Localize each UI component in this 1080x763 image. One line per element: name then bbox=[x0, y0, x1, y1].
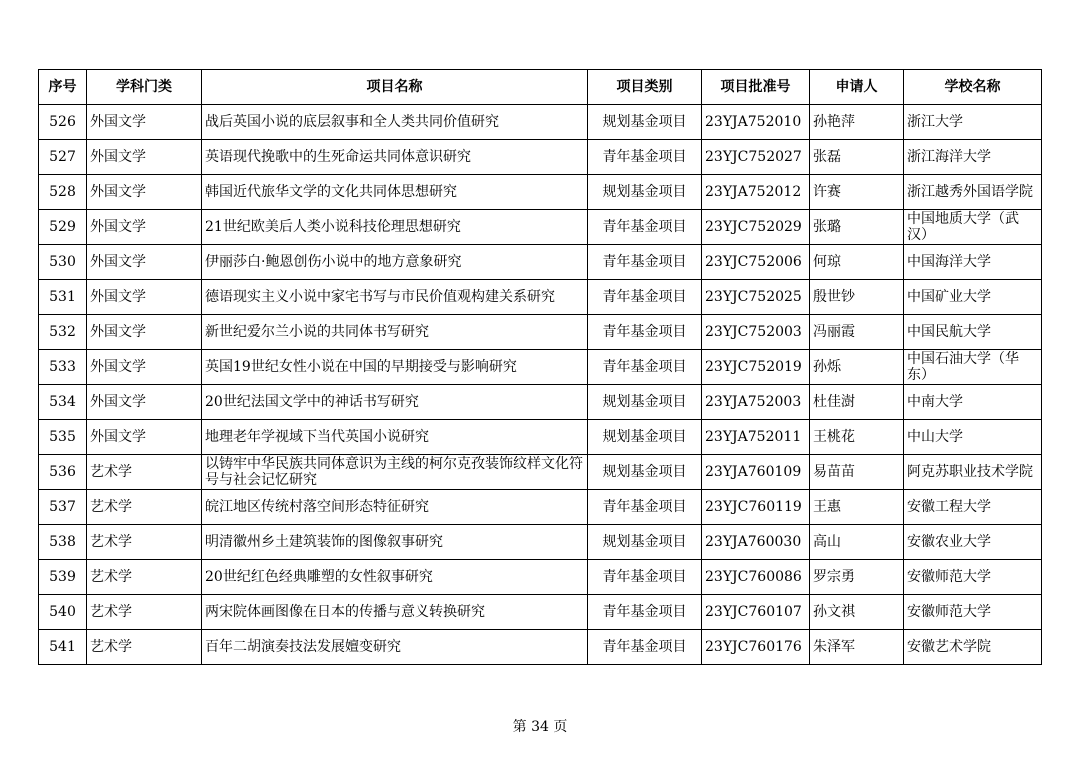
cell-discipline: 外国文学 bbox=[87, 280, 202, 315]
cell-title: 21世纪欧美后人类小说科技伦理思想研究 bbox=[202, 210, 588, 245]
cell-no: 526 bbox=[39, 105, 87, 140]
cell-category: 青年基金项目 bbox=[588, 350, 702, 385]
col-header-title: 项目名称 bbox=[202, 70, 588, 105]
cell-title: 韩国近代旅华文学的文化共同体思想研究 bbox=[202, 175, 588, 210]
table-row bbox=[39, 210, 1042, 245]
cell-applicant: 孙文祺 bbox=[810, 595, 904, 630]
cell-title: 新世纪爱尔兰小说的共同体书写研究 bbox=[202, 315, 588, 350]
cell-school: 浙江越秀外国语学院 bbox=[904, 175, 1042, 210]
col-header-discipline: 学科门类 bbox=[87, 70, 202, 105]
cell-no: 532 bbox=[39, 315, 87, 350]
cell-category: 青年基金项目 bbox=[588, 315, 702, 350]
project-table bbox=[38, 69, 1042, 665]
cell-no: 529 bbox=[39, 210, 87, 245]
cell-school: 安徽农业大学 bbox=[904, 525, 1042, 560]
cell-code: 23YJC760176 bbox=[702, 630, 810, 665]
cell-title: 地理老年学视域下当代英国小说研究 bbox=[202, 420, 588, 455]
cell-discipline: 艺术学 bbox=[87, 595, 202, 630]
cell-title: 战后英国小说的底层叙事和全人类共同价值研究 bbox=[202, 105, 588, 140]
table-row bbox=[39, 455, 1042, 490]
cell-discipline: 外国文学 bbox=[87, 210, 202, 245]
cell-applicant: 王桃花 bbox=[810, 420, 904, 455]
cell-no: 541 bbox=[39, 630, 87, 665]
cell-school: 中国民航大学 bbox=[904, 315, 1042, 350]
cell-code: 23YJC752029 bbox=[702, 210, 810, 245]
cell-code: 23YJC760119 bbox=[702, 490, 810, 525]
cell-school: 安徽师范大学 bbox=[904, 595, 1042, 630]
cell-category: 青年基金项目 bbox=[588, 630, 702, 665]
cell-applicant: 许赛 bbox=[810, 175, 904, 210]
cell-discipline: 艺术学 bbox=[87, 490, 202, 525]
cell-title: 百年二胡演奏技法发展嬗变研究 bbox=[202, 630, 588, 665]
cell-code: 23YJA760030 bbox=[702, 525, 810, 560]
cell-no: 531 bbox=[39, 280, 87, 315]
cell-no: 540 bbox=[39, 595, 87, 630]
cell-no: 539 bbox=[39, 560, 87, 595]
cell-no: 527 bbox=[39, 140, 87, 175]
cell-school: 安徽工程大学 bbox=[904, 490, 1042, 525]
cell-category: 规划基金项目 bbox=[588, 455, 702, 490]
cell-title: 20世纪红色经典雕塑的女性叙事研究 bbox=[202, 560, 588, 595]
cell-no: 533 bbox=[39, 350, 87, 385]
cell-code: 23YJA760109 bbox=[702, 455, 810, 490]
cell-category: 青年基金项目 bbox=[588, 490, 702, 525]
cell-discipline: 外国文学 bbox=[87, 140, 202, 175]
cell-applicant: 何琼 bbox=[810, 245, 904, 280]
cell-applicant: 杜佳澍 bbox=[810, 385, 904, 420]
cell-no: 530 bbox=[39, 245, 87, 280]
cell-title: 英语现代挽歌中的生死命运共同体意识研究 bbox=[202, 140, 588, 175]
cell-code: 23YJA752012 bbox=[702, 175, 810, 210]
cell-school: 中国石油大学（华东） bbox=[904, 350, 1042, 385]
cell-title: 20世纪法国文学中的神话书写研究 bbox=[202, 385, 588, 420]
cell-title: 德语现实主义小说中家宅书写与市民价值观构建关系研究 bbox=[202, 280, 588, 315]
table-row bbox=[39, 140, 1042, 175]
table-row bbox=[39, 315, 1042, 350]
cell-code: 23YJA752003 bbox=[702, 385, 810, 420]
cell-school: 中南大学 bbox=[904, 385, 1042, 420]
table-row bbox=[39, 525, 1042, 560]
col-header-code: 项目批准号 bbox=[702, 70, 810, 105]
cell-title: 两宋院体画图像在日本的传播与意义转换研究 bbox=[202, 595, 588, 630]
cell-title: 明清徽州乡土建筑装饰的图像叙事研究 bbox=[202, 525, 588, 560]
cell-code: 23YJA752010 bbox=[702, 105, 810, 140]
cell-discipline: 外国文学 bbox=[87, 350, 202, 385]
table-row bbox=[39, 490, 1042, 525]
table-row bbox=[39, 595, 1042, 630]
cell-school: 阿克苏职业技术学院 bbox=[904, 455, 1042, 490]
table-row bbox=[39, 280, 1042, 315]
cell-category: 规划基金项目 bbox=[588, 385, 702, 420]
cell-school: 中山大学 bbox=[904, 420, 1042, 455]
cell-applicant: 朱泽军 bbox=[810, 630, 904, 665]
cell-code: 23YJC752019 bbox=[702, 350, 810, 385]
cell-category: 青年基金项目 bbox=[588, 595, 702, 630]
cell-code: 23YJA752011 bbox=[702, 420, 810, 455]
table-row bbox=[39, 630, 1042, 665]
cell-discipline: 外国文学 bbox=[87, 245, 202, 280]
cell-school: 中国地质大学（武汉） bbox=[904, 210, 1042, 245]
table-row bbox=[39, 175, 1042, 210]
cell-title: 英国19世纪女性小说在中国的早期接受与影响研究 bbox=[202, 350, 588, 385]
cell-code: 23YJC752027 bbox=[702, 140, 810, 175]
cell-no: 536 bbox=[39, 455, 87, 490]
cell-category: 规划基金项目 bbox=[588, 420, 702, 455]
col-header-category: 项目类别 bbox=[588, 70, 702, 105]
cell-category: 规划基金项目 bbox=[588, 525, 702, 560]
cell-discipline: 外国文学 bbox=[87, 420, 202, 455]
cell-category: 青年基金项目 bbox=[588, 560, 702, 595]
cell-school: 中国矿业大学 bbox=[904, 280, 1042, 315]
cell-no: 535 bbox=[39, 420, 87, 455]
cell-applicant: 张磊 bbox=[810, 140, 904, 175]
cell-applicant: 张璐 bbox=[810, 210, 904, 245]
table-row bbox=[39, 105, 1042, 140]
cell-applicant: 高山 bbox=[810, 525, 904, 560]
page-number: 第 34 页 bbox=[512, 719, 568, 735]
cell-school: 浙江大学 bbox=[904, 105, 1042, 140]
table-row bbox=[39, 420, 1042, 455]
table-row bbox=[39, 350, 1042, 385]
cell-no: 534 bbox=[39, 385, 87, 420]
cell-category: 青年基金项目 bbox=[588, 245, 702, 280]
cell-discipline: 外国文学 bbox=[87, 105, 202, 140]
table-row bbox=[39, 560, 1042, 595]
cell-discipline: 艺术学 bbox=[87, 560, 202, 595]
cell-school: 浙江海洋大学 bbox=[904, 140, 1042, 175]
cell-title: 伊丽莎白·鲍恩创伤小说中的地方意象研究 bbox=[202, 245, 588, 280]
cell-discipline: 外国文学 bbox=[87, 315, 202, 350]
cell-applicant: 孙艳萍 bbox=[810, 105, 904, 140]
cell-school: 安徽师范大学 bbox=[904, 560, 1042, 595]
cell-discipline: 艺术学 bbox=[87, 525, 202, 560]
col-header-applicant: 申请人 bbox=[810, 70, 904, 105]
cell-title: 以铸牢中华民族共同体意识为主线的柯尔克孜装饰纹样文化符号与社会记忆研究 bbox=[202, 455, 588, 490]
cell-applicant: 王惠 bbox=[810, 490, 904, 525]
header-row bbox=[39, 70, 1042, 105]
cell-category: 规划基金项目 bbox=[588, 175, 702, 210]
cell-discipline: 外国文学 bbox=[87, 175, 202, 210]
cell-category: 规划基金项目 bbox=[588, 105, 702, 140]
cell-code: 23YJC752025 bbox=[702, 280, 810, 315]
cell-applicant: 冯丽霞 bbox=[810, 315, 904, 350]
cell-school: 安徽艺术学院 bbox=[904, 630, 1042, 665]
cell-code: 23YJC760107 bbox=[702, 595, 810, 630]
cell-no: 537 bbox=[39, 490, 87, 525]
cell-applicant: 罗宗勇 bbox=[810, 560, 904, 595]
cell-applicant: 易苗苗 bbox=[810, 455, 904, 490]
cell-no: 528 bbox=[39, 175, 87, 210]
cell-category: 青年基金项目 bbox=[588, 280, 702, 315]
cell-category: 青年基金项目 bbox=[588, 210, 702, 245]
cell-discipline: 外国文学 bbox=[87, 385, 202, 420]
cell-category: 青年基金项目 bbox=[588, 140, 702, 175]
cell-title: 皖江地区传统村落空间形态特征研究 bbox=[202, 490, 588, 525]
table-row bbox=[39, 385, 1042, 420]
cell-applicant: 殷世钞 bbox=[810, 280, 904, 315]
table-body bbox=[39, 105, 1042, 665]
cell-discipline: 艺术学 bbox=[87, 630, 202, 665]
cell-applicant: 孙烁 bbox=[810, 350, 904, 385]
cell-code: 23YJC752003 bbox=[702, 315, 810, 350]
cell-no: 538 bbox=[39, 525, 87, 560]
cell-code: 23YJC760086 bbox=[702, 560, 810, 595]
table-row bbox=[39, 245, 1042, 280]
col-header-no: 序号 bbox=[39, 70, 87, 105]
cell-code: 23YJC752006 bbox=[702, 245, 810, 280]
cell-school: 中国海洋大学 bbox=[904, 245, 1042, 280]
cell-discipline: 艺术学 bbox=[87, 455, 202, 490]
col-header-school: 学校名称 bbox=[904, 70, 1042, 105]
